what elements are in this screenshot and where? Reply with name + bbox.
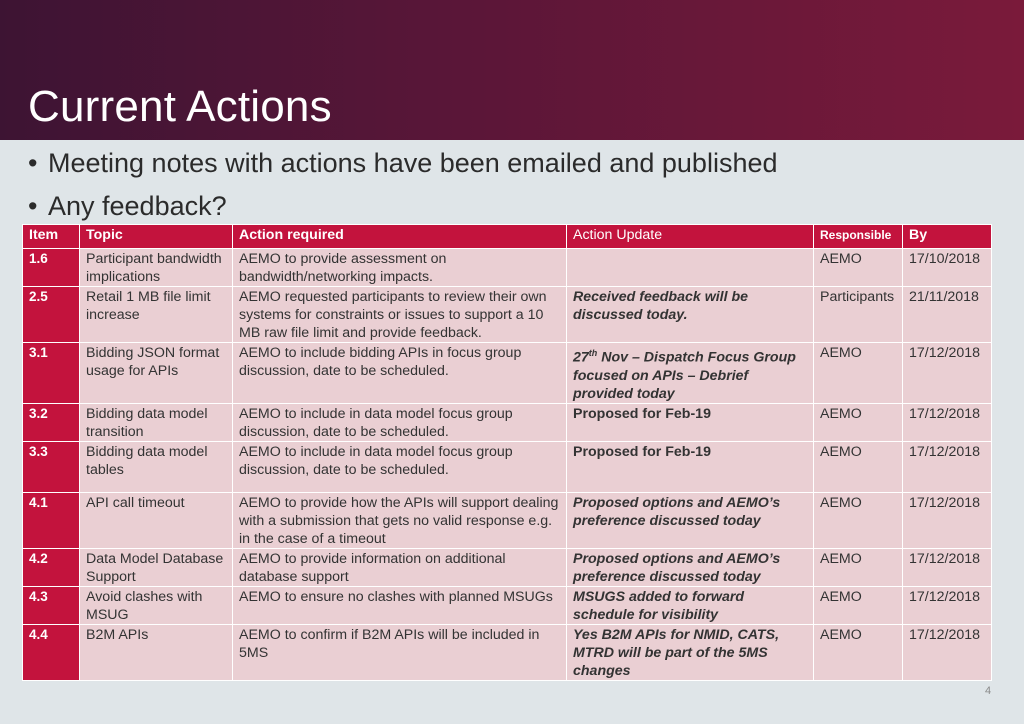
cell-item: 2.5 xyxy=(23,287,80,343)
cell-by: 21/11/2018 xyxy=(903,287,992,343)
cell-update: Proposed for Feb-19 xyxy=(567,403,814,441)
table-row xyxy=(23,624,992,680)
cell-topic: API call timeout xyxy=(80,492,233,548)
cell-by: 17/12/2018 xyxy=(903,403,992,441)
header-by: By xyxy=(903,225,992,249)
cell-action: AEMO to include bidding APIs in focus group discussion, date to be scheduled. xyxy=(233,343,567,404)
update-text: Nov – Dispatch Focus Group focused on APIs – Debrief provided today xyxy=(573,349,796,402)
cell-item: 3.1 xyxy=(23,343,80,404)
update-date: 27 xyxy=(573,349,589,366)
actions-table xyxy=(22,224,992,681)
table-row xyxy=(23,492,992,548)
cell-action: AEMO to include in data model focus group discussion, date to be scheduled. xyxy=(233,403,567,441)
cell-action: AEMO requested participants to review their own systems for constraints or issues to support a 10 MB raw file limit and provide feedback. xyxy=(233,287,567,343)
cell-action: AEMO to include in data model focus group discussion, date to be scheduled. xyxy=(233,441,567,492)
cell-topic: B2M APIs xyxy=(80,624,233,680)
cell-by: 17/12/2018 xyxy=(903,492,992,548)
cell-topic: Data Model Database Support xyxy=(80,548,233,586)
cell-responsible: Participants xyxy=(814,287,903,343)
table-row xyxy=(23,403,992,441)
bullet-icon: • xyxy=(28,148,38,178)
cell-update: Proposed for Feb-19 xyxy=(567,441,814,492)
cell-responsible: AEMO xyxy=(814,403,903,441)
cell-update xyxy=(567,249,814,287)
header-item: Item xyxy=(23,225,80,249)
cell-update: Received feedback will be discussed today. xyxy=(567,287,814,343)
page-title: Current Actions xyxy=(28,82,332,131)
cell-action: AEMO to provide assessment on bandwidth/networking impacts. xyxy=(233,249,567,287)
cell-item: 4.1 xyxy=(23,492,80,548)
cell-topic: Bidding JSON format usage for APIs xyxy=(80,343,233,404)
cell-action: AEMO to provide how the APIs will support dealing with a submission that gets no valid response e.g. in the case of a timeout xyxy=(233,492,567,548)
cell-responsible: AEMO xyxy=(814,624,903,680)
cell-by: 17/12/2018 xyxy=(903,586,992,624)
cell-action: AEMO to ensure no clashes with planned MSUGs xyxy=(233,586,567,624)
cell-by: 17/10/2018 xyxy=(903,249,992,287)
table-row xyxy=(23,441,992,492)
table-row xyxy=(23,287,992,343)
cell-by: 17/12/2018 xyxy=(903,624,992,680)
bullet-icon: • xyxy=(28,191,38,221)
cell-item: 4.4 xyxy=(23,624,80,680)
cell-by: 17/12/2018 xyxy=(903,441,992,492)
cell-update: Proposed options and AEMO’s preference discussed today xyxy=(567,492,814,548)
cell-by: 17/12/2018 xyxy=(903,548,992,586)
bullet-text: Any feedback? xyxy=(48,191,227,221)
table-row xyxy=(23,548,992,586)
cell-responsible: AEMO xyxy=(814,441,903,492)
header-action-required: Action required xyxy=(233,225,567,249)
cell-item: 4.3 xyxy=(23,586,80,624)
header-action-update: Action Update xyxy=(567,225,814,249)
cell-topic: Avoid clashes with MSUG xyxy=(80,586,233,624)
table-row xyxy=(23,249,992,287)
cell-responsible: AEMO xyxy=(814,343,903,404)
cell-action: AEMO to confirm if B2M APIs will be included in 5MS xyxy=(233,624,567,680)
cell-by: 17/12/2018 xyxy=(903,343,992,404)
update-date-suffix: th xyxy=(588,348,598,358)
cell-update: MSUGS added to forward schedule for visibility xyxy=(567,586,814,624)
cell-item: 4.2 xyxy=(23,548,80,586)
cell-update: Proposed options and AEMO’s preference discussed today xyxy=(567,548,814,586)
bullet-item xyxy=(28,145,778,188)
bullet-list xyxy=(28,145,778,231)
header-topic: Topic xyxy=(80,225,233,249)
table-header-row xyxy=(23,225,992,249)
cell-topic: Retail 1 MB file limit increase xyxy=(80,287,233,343)
cell-topic: Bidding data model transition xyxy=(80,403,233,441)
page-number: 4 xyxy=(985,685,992,697)
bullet-text: Meeting notes with actions have been emailed and published xyxy=(48,148,778,178)
cell-item: 1.6 xyxy=(23,249,80,287)
header-responsible: Responsible xyxy=(814,225,903,249)
cell-responsible: AEMO xyxy=(814,492,903,548)
table-row xyxy=(23,343,992,404)
cell-responsible: AEMO xyxy=(814,586,903,624)
cell-item: 3.2 xyxy=(23,403,80,441)
cell-update xyxy=(567,343,814,404)
cell-update: Yes B2M APIs for NMID, CATS, MTRD will be part of the 5MS changes xyxy=(567,624,814,680)
cell-responsible: AEMO xyxy=(814,548,903,586)
cell-responsible: AEMO xyxy=(814,249,903,287)
cell-topic: Bidding data model tables xyxy=(80,441,233,492)
table-row xyxy=(23,586,992,624)
cell-action: AEMO to provide information on additional database support xyxy=(233,548,567,586)
cell-item: 3.3 xyxy=(23,441,80,492)
cell-topic: Participant bandwidth implications xyxy=(80,249,233,287)
